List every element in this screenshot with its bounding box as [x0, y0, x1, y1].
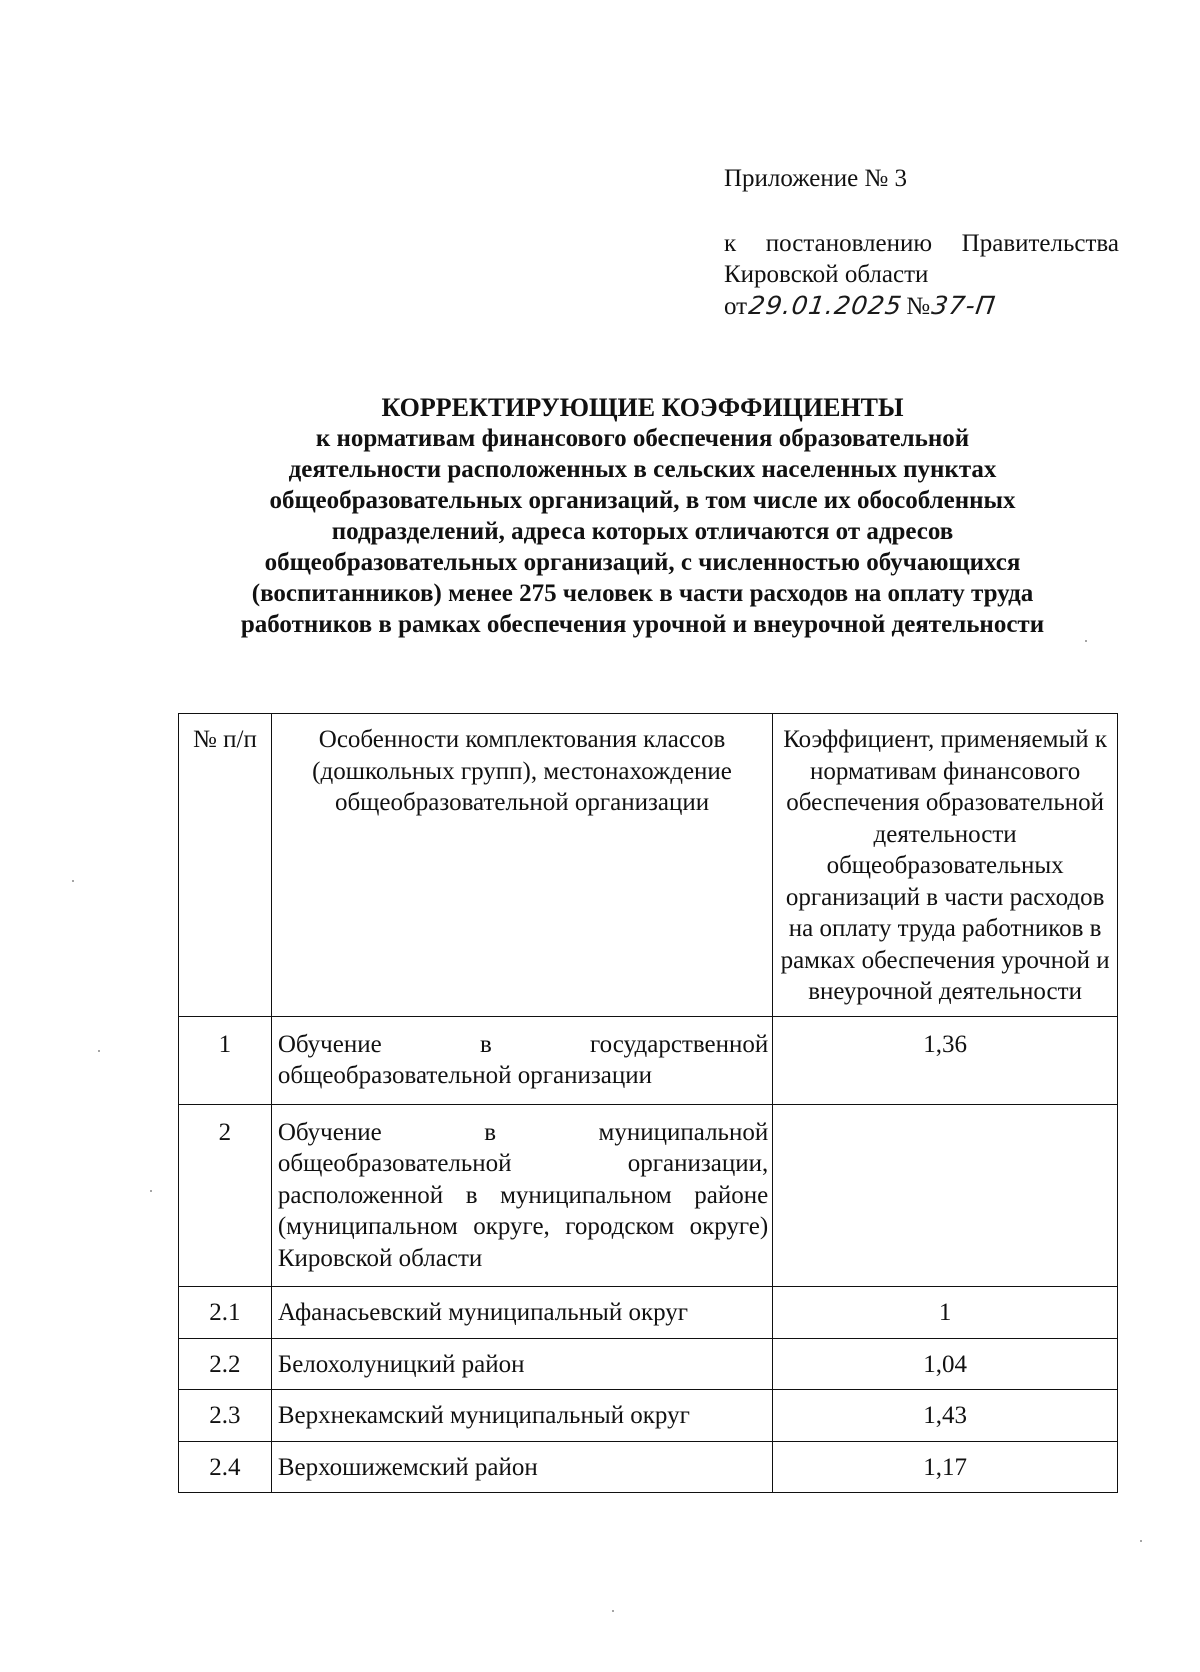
- scan-speck: [150, 1190, 152, 1192]
- title-line: работников в рамках обеспечения урочной и внеурочной деятельности: [240, 611, 1045, 638]
- row-number: 2.1: [179, 1287, 272, 1339]
- row-number: 2.2: [179, 1338, 272, 1390]
- row-number: 2.3: [179, 1390, 272, 1442]
- row-coefficient: [773, 1104, 1118, 1287]
- scan-speck: [1140, 1540, 1142, 1542]
- resolution-date-line: [724, 290, 1124, 322]
- row-description: Верхошижемский район: [271, 1441, 772, 1493]
- row-coefficient: 1,43: [773, 1390, 1118, 1442]
- resolution-to: к: [724, 230, 737, 257]
- table-row: [179, 1016, 1118, 1104]
- document-title: [180, 392, 1105, 640]
- table-row: [179, 1287, 1118, 1339]
- title-line: общеобразовательных организаций, в том числе их обособленных: [269, 487, 1016, 514]
- resolution-government: Правительства: [961, 230, 1119, 257]
- header-coefficient: Коэффициент, применяемый к нормативам финансового обеспечения образовательной деятельности общеобразовательных организаций в части расходов на оплату труда работников в рамках обеспечения урочной и внеурочной деятельности: [773, 714, 1118, 1017]
- coefficients-table: [178, 713, 1118, 1493]
- row-coefficient: 1,36: [773, 1016, 1118, 1104]
- number-prefix: №: [906, 293, 931, 320]
- header-number: № п/п: [179, 714, 272, 1017]
- title-line: общеобразовательных организаций, с численностью обучающихся: [264, 549, 1021, 576]
- row-number: 2: [179, 1104, 272, 1287]
- header-description: Особенности комплектования классов (дошкольных групп), местонахождение общеобразовательной организации: [271, 714, 772, 1017]
- scan-speck: [98, 1050, 100, 1052]
- title-line: к нормативам финансового обеспечения образовательной: [315, 425, 970, 452]
- title-line: деятельности расположенных в сельских населенных пунктах: [288, 456, 997, 483]
- scan-speck: [72, 880, 74, 882]
- appendix-label: Приложение № 3: [724, 165, 908, 192]
- handwritten-date: 29.01.2025: [747, 291, 905, 320]
- row-description: Обучение в государственной общеобразовательной организации: [271, 1016, 772, 1104]
- scan-speck: [612, 1610, 614, 1612]
- date-prefix: от: [724, 293, 748, 320]
- resolution-region: Кировской области: [724, 261, 929, 288]
- row-description: Верхнекамский муниципальный округ: [271, 1390, 772, 1442]
- row-number: 2.4: [179, 1441, 272, 1493]
- row-description: Обучение в муниципальной общеобразовательной организации, расположенной в муниципальном районе (муниципальном округе, городском округе) Кировской области: [271, 1104, 772, 1287]
- table-header-row: [179, 714, 1118, 1017]
- resolution-word: постановлению: [765, 230, 933, 257]
- title-line: (воспитанников) менее 275 человек в части расходов на оплату труда: [251, 580, 1034, 607]
- row-coefficient: 1,04: [773, 1338, 1118, 1390]
- row-description: Афанасьевский муниципальный округ: [271, 1287, 772, 1339]
- table-row: [179, 1441, 1118, 1493]
- table-row: [179, 1104, 1118, 1287]
- title-main: КОРРЕКТИРУЮЩИЕ КОЭФФИЦИЕНТЫ: [381, 393, 904, 422]
- row-description: Белохолуницкий район: [271, 1338, 772, 1390]
- row-coefficient: 1: [773, 1287, 1118, 1339]
- title-line: подразделений, адреса которых отличаются от адресов: [331, 518, 954, 545]
- row-coefficient: 1,17: [773, 1441, 1118, 1493]
- resolution-line: [724, 228, 1119, 259]
- scan-speck: [1085, 640, 1087, 642]
- table-row: [179, 1390, 1118, 1442]
- resolution-reference: [724, 228, 1124, 322]
- table-row: [179, 1338, 1118, 1390]
- row-number: 1: [179, 1016, 272, 1104]
- handwritten-number: 37-П: [930, 291, 998, 320]
